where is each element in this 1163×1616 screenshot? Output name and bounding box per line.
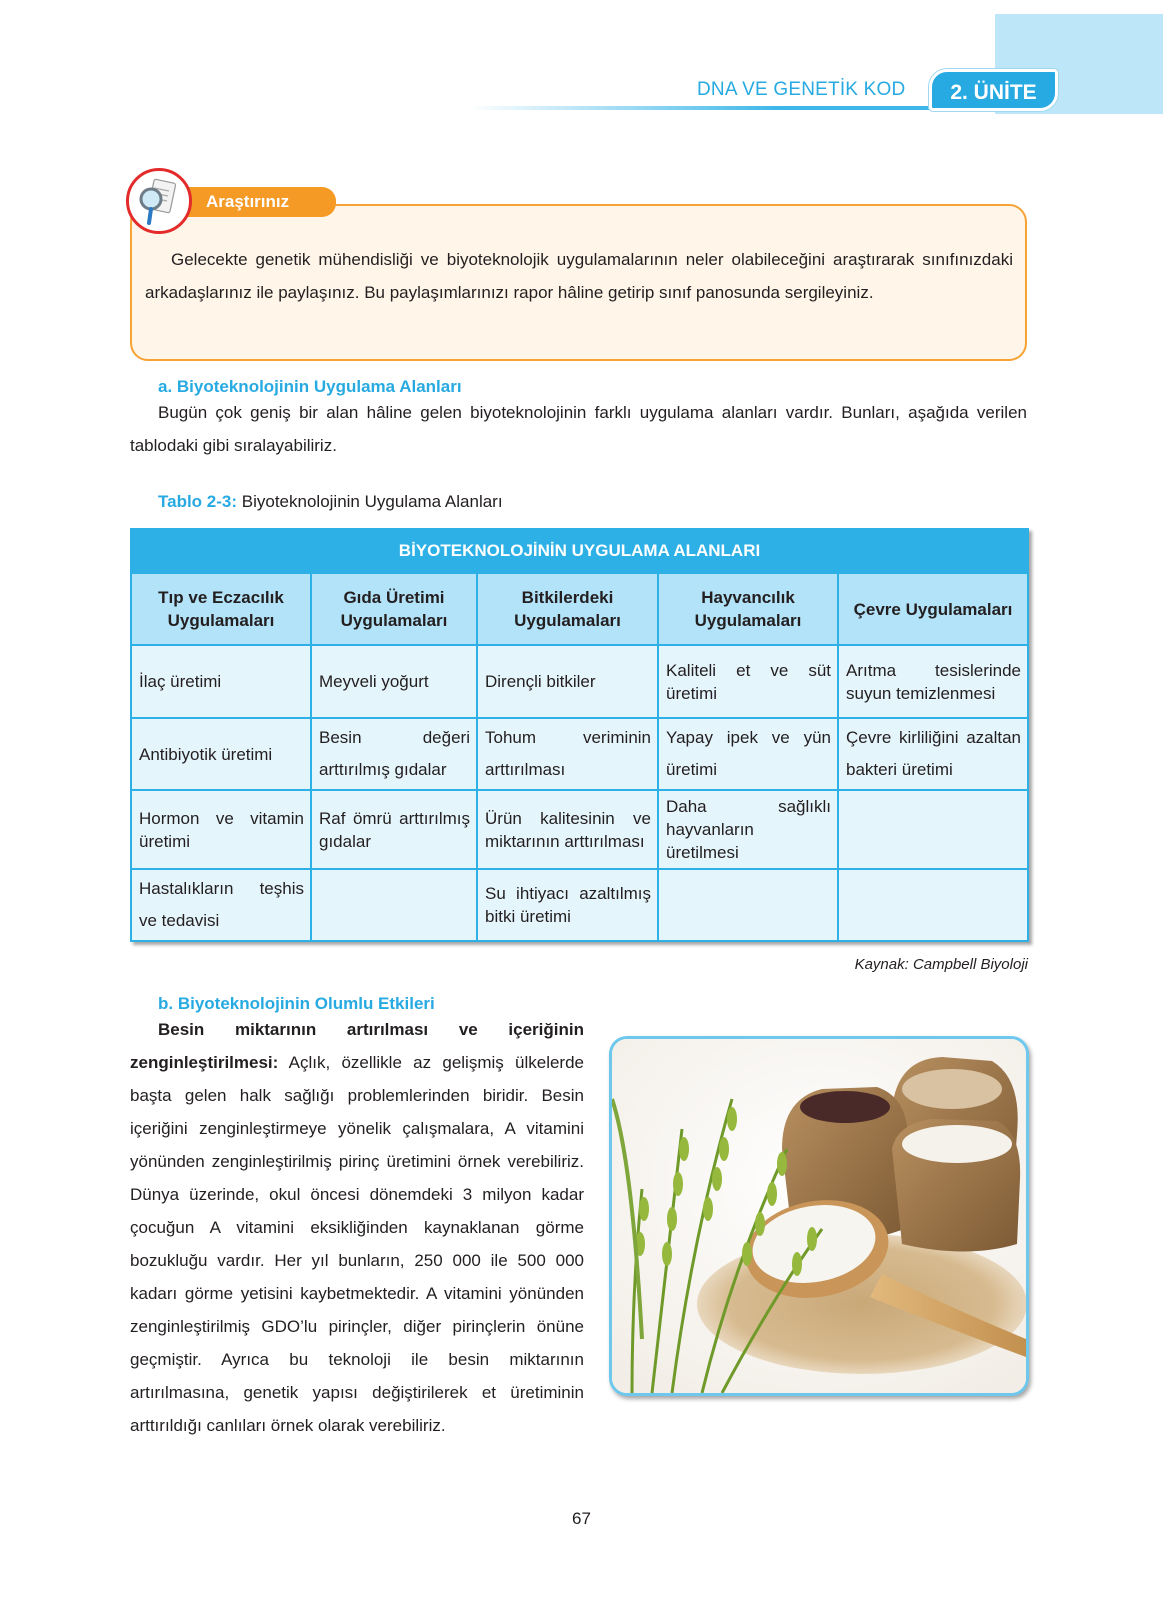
table-cell: Tohum veriminin arttırılması	[477, 718, 658, 790]
table-caption	[158, 492, 503, 512]
table-cell: Antibiyotik üretimi	[131, 718, 311, 790]
table-cell: Yapay ipek ve yün üretimi	[658, 718, 838, 790]
research-text: Gelecekte genetik mühendisliği ve biyoteknolojik uygulamalarının neler olabileceğini araştırarak sınıfınızdaki arkadaşlarınız ile paylaşınız. Bu paylaşımlarınızı rapor hâline getirip sınıf panosunda sergileyiniz.	[145, 250, 1013, 302]
section-b-bold-lead: Besin miktarının artırılması ve içeriğinin zenginleştirilmesi:	[130, 1020, 584, 1072]
column-header: Tıp ve Eczacılık Uygulamaları	[131, 573, 311, 645]
column-header: Çevre Uygulamaları	[838, 573, 1028, 645]
chapter-title: DNA VE GENETİK KOD	[697, 79, 906, 100]
table-row	[131, 718, 1028, 790]
research-title: Araştırınız	[206, 192, 290, 211]
column-header: Hayvancılık Uygulamaları	[658, 573, 838, 645]
table-source: Kaynak: Campbell Biyoloji	[854, 956, 1028, 973]
page-number: 67	[572, 1509, 591, 1528]
table-cell: Meyveli yoğurt	[311, 645, 477, 718]
table-row	[131, 790, 1028, 869]
research-tab-connector	[330, 204, 390, 206]
table-cell: Çevre kirliliğini azaltan bakteri üretimi	[838, 718, 1028, 790]
applications-table	[130, 528, 1029, 942]
table-cell: Kaliteli et ve süt üretimi	[658, 645, 838, 718]
column-header: Bitkilerdeki Uygulamaları	[477, 573, 658, 645]
table-cell	[838, 869, 1028, 941]
section-a-heading: a. Biyoteknolojinin Uygulama Alanları	[158, 377, 462, 396]
section-b-text	[130, 1013, 584, 1442]
table-cell: Ürün kalitesinin ve miktarının arttırılması	[477, 790, 658, 869]
table-title: BİYOTEKNOLOJİNİN UYGULAMA ALANLARI	[131, 529, 1028, 573]
table-cell: Hastalıkların teşhis ve tedavisi	[131, 869, 311, 941]
rice-photo	[609, 1036, 1029, 1396]
table-cell: İlaç üretimi	[131, 645, 311, 718]
table-cell	[658, 869, 838, 941]
column-header: Gıda Üretimi Uygulamaları	[311, 573, 477, 645]
table-row	[131, 645, 1028, 718]
table-cell: Su ihtiyacı azaltılmış bitki üretimi	[477, 869, 658, 941]
table-cell: Raf ömrü arttırılmış gıdalar	[311, 790, 477, 869]
table-cell: Dirençli bitkiler	[477, 645, 658, 718]
unit-badge: 2. ÜNİTE	[929, 69, 1058, 111]
table-row	[131, 869, 1028, 941]
table-caption-text: Biyoteknolojinin Uygulama Alanları	[237, 492, 503, 511]
table-cell: Besin değeri arttırılmış gıdalar	[311, 718, 477, 790]
section-a-text: Bugün çok geniş bir alan hâline gelen biyoteknolojinin farklı uygulama alanları vardır. Bunları, aşağıda verilen tablodaki gibi sıralayabiliriz.	[130, 403, 1027, 455]
table-cell	[838, 790, 1028, 869]
table-caption-label: Tablo 2-3:	[158, 492, 238, 511]
magnifier-document-icon	[126, 168, 192, 234]
section-b-heading: b. Biyoteknolojinin Olumlu Etkileri	[158, 994, 435, 1013]
table-cell: Daha sağlıklı hayvanların üretilmesi	[658, 790, 838, 869]
section-b-body: Açlık, özellikle az gelişmiş ülkelerde başta gelen halk sağlığı problemlerinden biridir. Besin içeriğini zenginleştirmeye yönelik çalışmalara, A vitamini yönünden zenginleştirilmiş pirinç üretimini örnek verebiliriz. Dünya üzerinde, okul öncesi dönemdeki 3 milyon kadar çocuğun A vitamini eksikliğinden kaynaklanan görme bozukluğu vardır. Her yıl bunların, 250 000 ile 500 000 kadarı görme yetisini kaybetmektedir. A vitamini yönünden zenginleştirilmiş GDO’lu pirinçler, diğer pirinçlerin önüne geçmiştir. Ayrıca bu teknoloji ile besin miktarının artırılmasına, genetik yapısı değiştirilerek et üretiminin arttırıldığı canlıları örnek olarak verebiliriz.	[130, 1053, 584, 1435]
table-cell	[311, 869, 477, 941]
table-cell: Hormon ve vitamin üretimi	[131, 790, 311, 869]
table-cell: Arıtma tesislerinde suyun temizlenmesi	[838, 645, 1028, 718]
